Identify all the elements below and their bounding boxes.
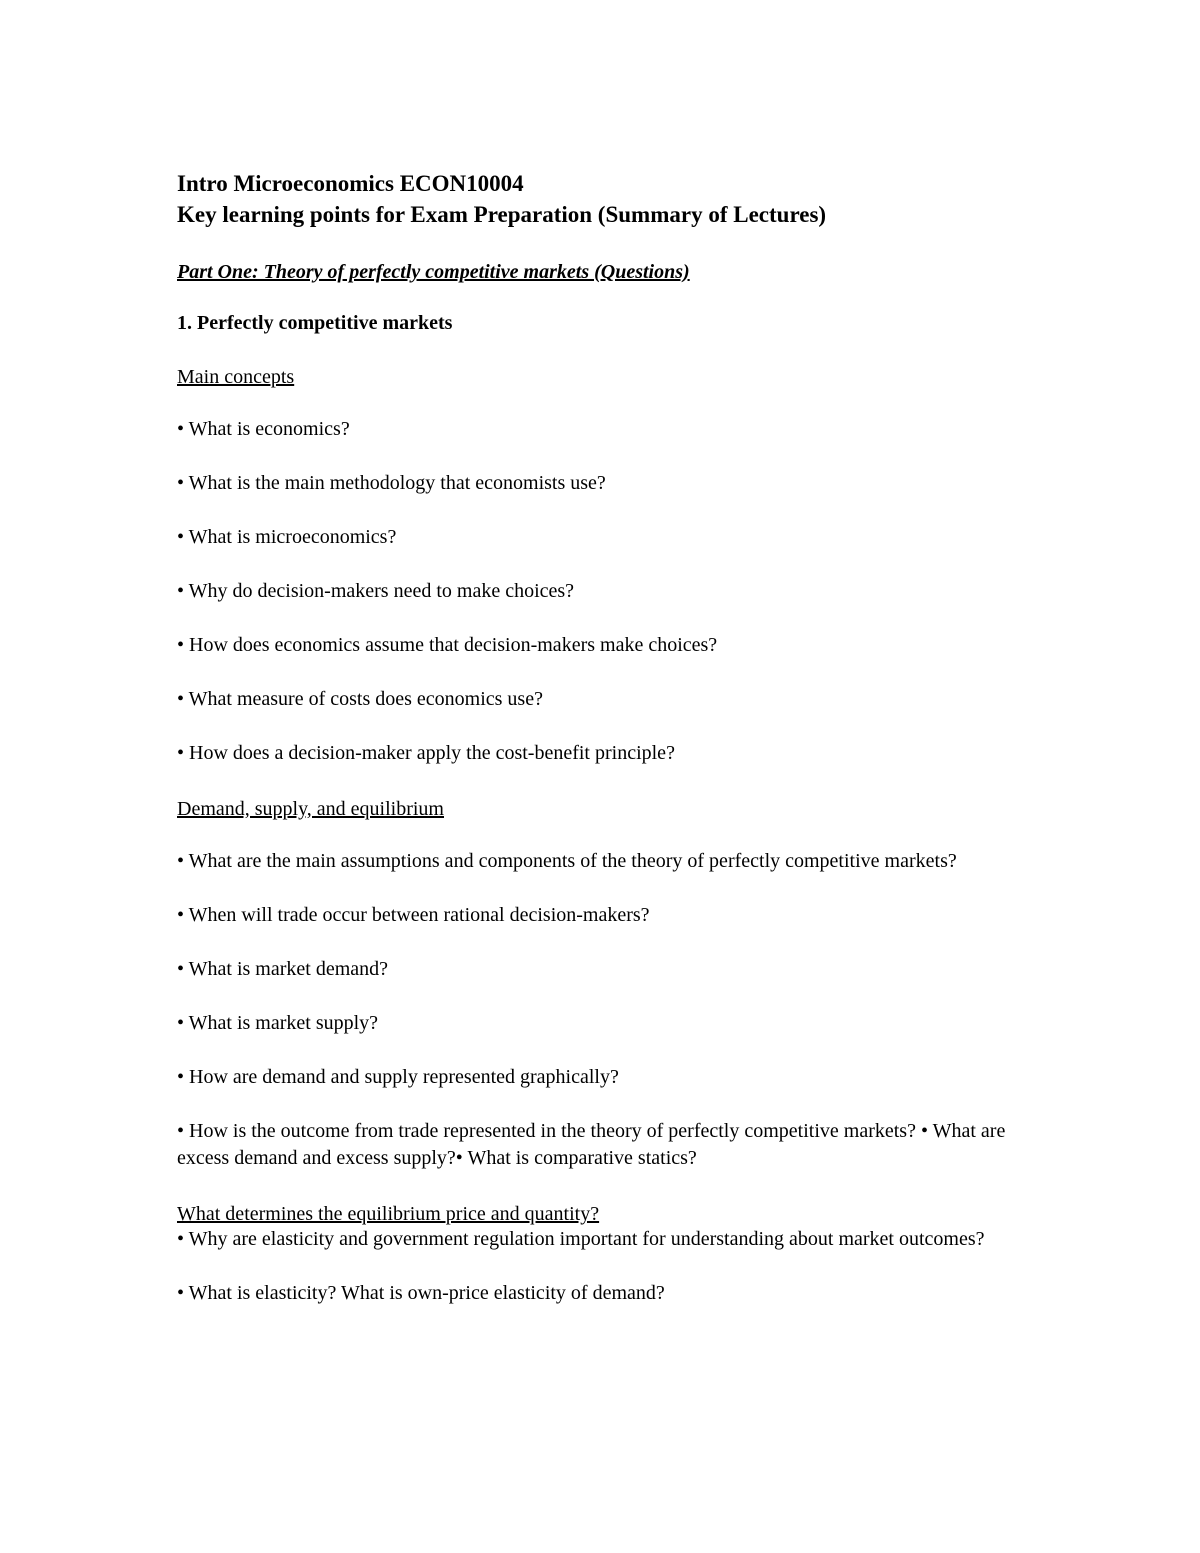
question-item: • How is the outcome from trade represented in the theory of perfectly competitive markets? • What are excess demand and excess supply?• What is comparative statics? bbox=[177, 1120, 1006, 1169]
question-item: • How does economics assume that decision-makers make choices? bbox=[177, 634, 718, 656]
demand-supply-heading: Demand, supply, and equilibrium bbox=[177, 798, 444, 820]
section-heading: 1. Perfectly competitive markets bbox=[177, 312, 453, 334]
question-item: • What is market supply? bbox=[177, 1012, 379, 1034]
question-item: • Why are elasticity and government regulation important for understanding about market outcomes? bbox=[177, 1228, 985, 1250]
question-item: • What is the main methodology that economists use? bbox=[177, 472, 606, 494]
question-item: • What is elasticity? What is own-price elasticity of demand? bbox=[177, 1282, 665, 1304]
main-concepts-heading: Main concepts bbox=[177, 366, 295, 388]
question-item: • What are the main assumptions and components of the theory of perfectly competitive markets? bbox=[177, 850, 957, 872]
question-item: • What is economics? bbox=[177, 418, 350, 440]
question-item: • Why do decision-makers need to make choices? bbox=[177, 580, 575, 602]
question-item: • What is microeconomics? bbox=[177, 526, 397, 548]
question-item: • How are demand and supply represented graphically? bbox=[177, 1066, 619, 1088]
question-item: • What is market demand? bbox=[177, 958, 389, 980]
document-subtitle: Key learning points for Exam Preparation (Summary of Lectures) bbox=[177, 202, 827, 227]
document-page bbox=[177, 168, 1037, 1307]
equilibrium-heading: What determines the equilibrium price and quantity? bbox=[177, 1203, 600, 1225]
document-title: Intro Microeconomics ECON10004 bbox=[177, 171, 524, 196]
question-item: • When will trade occur between rational decision-makers? bbox=[177, 904, 650, 926]
part-heading: Part One: Theory of perfectly competitive markets (Questions) bbox=[177, 261, 690, 283]
question-item: • How does a decision-maker apply the cost-benefit principle? bbox=[177, 742, 675, 764]
question-item: • What measure of costs does economics use? bbox=[177, 688, 543, 710]
